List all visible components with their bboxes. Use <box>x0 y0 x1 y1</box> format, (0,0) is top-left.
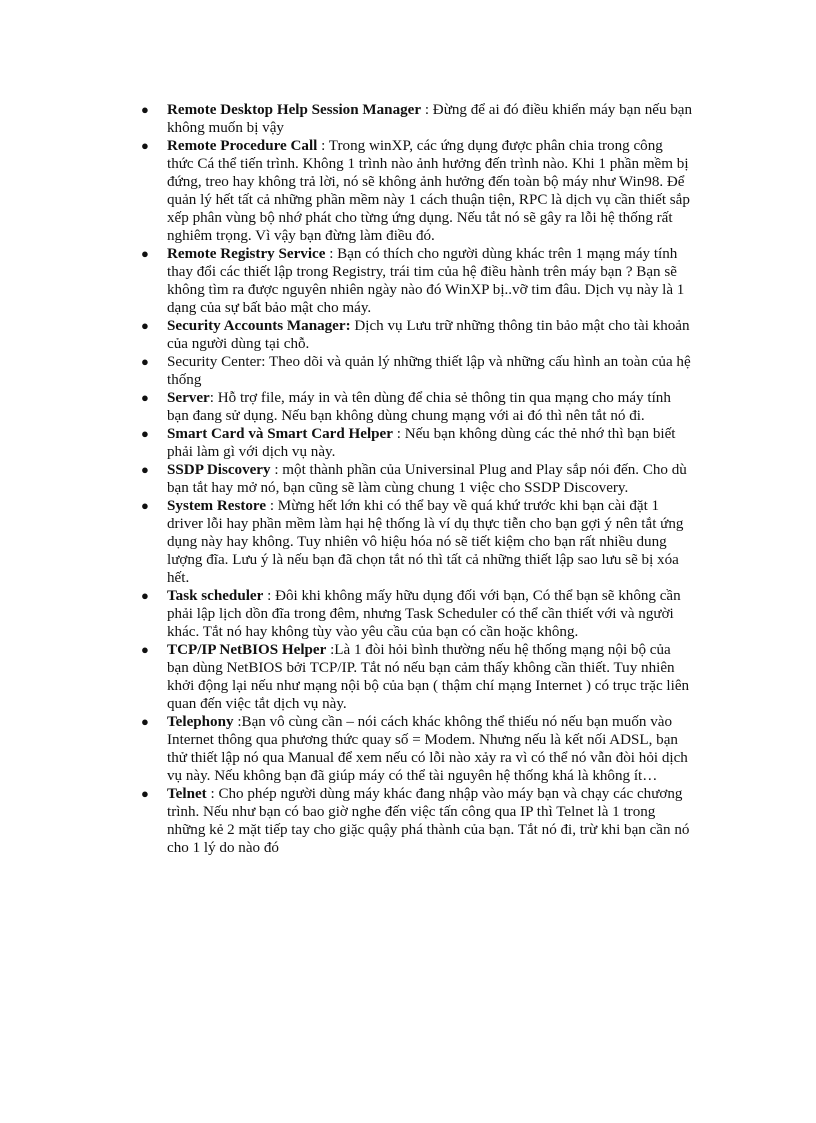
list-item <box>133 785 693 857</box>
service-description: Dịch vụ Lưu trữ những thông tin bảo mật cho tài khoản của người dùng tại chỗ. <box>167 318 690 352</box>
bullet-icon: ● <box>141 426 149 441</box>
bullet-icon: ● <box>141 714 149 729</box>
list-item <box>133 587 693 641</box>
service-name: System Restore <box>167 498 267 514</box>
list-item <box>133 317 693 353</box>
service-name: Security Accounts Manager: <box>167 318 351 334</box>
service-description: : Nếu bạn không dùng các thẻ nhớ thì bạn biết phải làm gì với dịch vụ này. <box>167 426 676 460</box>
bullet-icon: ● <box>141 102 149 117</box>
bullet-icon: ● <box>141 318 149 333</box>
bullet-icon: ● <box>141 588 149 603</box>
service-description: Security Center: Theo dõi và quản lý những thiết lập và những cấu hình an toàn của hệ thống <box>167 354 691 388</box>
bullet-icon: ● <box>141 786 149 801</box>
list-item <box>133 641 693 713</box>
bullet-icon: ● <box>141 498 149 513</box>
service-description: : Mừng hết lớn khi có thể bay về quá khứ trước khi bạn cài đặt 1 driver lỗi hay phần mềm làm hại hệ thống là ví dụ thực tiễn cho bạn gợi ý nên tắt ứng dụng này hay không. Tuy nhiên vô hiệu hóa nó sẽ tiết kiệm cho bạn rất nhiều dung lượng đĩa. Lưu ý là nếu bạn đã chọn tắt nó thì tất cả những thiết lập sao lưu sẽ bị xóa hết. <box>167 498 684 586</box>
service-description: : Trong winXP, các ứng dụng được phân chia trong công thức Cá thể tiến trình. Không 1 trình nào ảnh hưởng đến trình nào. Khi 1 phần mềm bị đứng, treo hay không trả lời, nó sẽ không ảnh hưởng đến toàn bộ máy như Win98. Để quản lý hết tất cả những phần mềm này 1 cách thuận tiện, RPC là dịch vụ cần thiết sắp xếp phân vùng bộ nhớ phát cho từng ứng dụng. Nếu tắt nó sẽ gây ra lỗi hệ thống rất nghiêm trọng. Vì vậy bạn đừng làm điều đó. <box>167 138 690 244</box>
bullet-icon: ● <box>141 390 149 405</box>
service-description: :Là 1 đòi hỏi bình thường nếu hệ thống mạng nội bộ của bạn dùng NetBIOS bởi TCP/IP. Tắt nó nếu bạn cảm thấy không cần thiết. Tuy nhiên khởi động lại nếu như mạng nội bộ của bạn ( thậm chí mạng Internet ) có trục trặc liên quan đến việc tắt dịch vụ này. <box>167 642 690 712</box>
service-name: Smart Card và Smart Card Helper <box>167 426 393 442</box>
bullet-icon: ● <box>141 246 149 261</box>
list-item <box>133 389 693 425</box>
service-description: : Cho phép người dùng máy khác đang nhập vào máy bạn và chạy các chương trình. Nếu như bạn có bao giờ nghe đến việc tấn công qua IP thì Telnet là 1 trong những kẻ 2 mặt tiếp tay cho giặc quậy phá thành của bạn. Tắt nó đi, trừ khi bạn cần nó cho 1 lý do nào đó <box>167 786 690 856</box>
service-description: : Đừng để ai đó điều khiển máy bạn nếu bạn không muốn bị vậy <box>167 102 693 136</box>
list-item <box>133 497 693 587</box>
bullet-icon: ● <box>141 354 149 369</box>
list-item <box>133 713 693 785</box>
service-name: Telnet <box>167 786 207 802</box>
service-description: :Bạn vô cùng cần – nói cách khác không thể thiếu nó nếu bạn muốn vào Internet thông qua phương thức quay số = Modem. Nhưng nếu là kết nối ADSL, bạn thử thiết lập nó qua Manual để xem nếu có lỗi nào xảy ra vì có thể nó vẫn đòi hỏi dịch vụ này. Nếu không bạn đã giúp máy có thể tài nguyên hệ thống khá là không ít… <box>167 714 688 784</box>
service-name: Remote Desktop Help Session Manager <box>167 102 422 118</box>
list-item <box>133 425 693 461</box>
service-list <box>133 101 693 857</box>
service-name: SSDP Discovery <box>167 462 271 478</box>
bullet-icon: ● <box>141 138 149 153</box>
service-name: Remote Procedure Call <box>167 138 318 154</box>
document-body <box>133 101 693 857</box>
list-item <box>133 245 693 317</box>
list-item <box>133 461 693 497</box>
list-item <box>133 137 693 245</box>
bullet-icon: ● <box>141 462 149 477</box>
service-description: : Đôi khi không mấy hữu dụng đối với bạn, Có thể bạn sẽ không cần phải lập lịch dồn đĩa trong đêm, nhưng Task Scheduler có thể cần thiết với và người khác. Tắt nó hay không tùy vào yêu cầu của bạn có cần hoặc không. <box>167 588 681 640</box>
service-name: Server <box>167 390 210 406</box>
service-name: TCP/IP NetBIOS Helper <box>167 642 327 658</box>
list-item <box>133 101 693 137</box>
service-name: Task scheduler <box>167 588 264 604</box>
bullet-icon: ● <box>141 642 149 657</box>
service-description: : một thành phần của Universinal Plug and Play sắp nói đến. Cho dù bạn tắt hay mở nó, bạn cũng sẽ làm cùng chung 1 việc cho SSDP Discovery. <box>167 462 687 496</box>
service-name: Remote Registry Service <box>167 246 326 262</box>
list-item <box>133 353 693 389</box>
service-name: Telephony <box>167 714 234 730</box>
service-description: : Bạn có thích cho người dùng khác trên 1 mạng máy tính thay đổi các thiết lập trong Registry, trái tim của hệ điều hành trên máy bạn ? Bạn sẽ không tìm ra được nguyên nhiên ngày nào đó WinXP bị..vỡ tim đâu. Dịch vụ này là 1 dạng của sự bất bảo mật cho máy. <box>167 246 685 316</box>
service-description: : Hỗ trợ file, máy in và tên dùng để chia sẻ thông tin qua mạng cho máy tính bạn đang sử dụng. Nếu bạn không dùng chung mạng với ai đó thì nên tắt nó đi. <box>167 390 671 424</box>
